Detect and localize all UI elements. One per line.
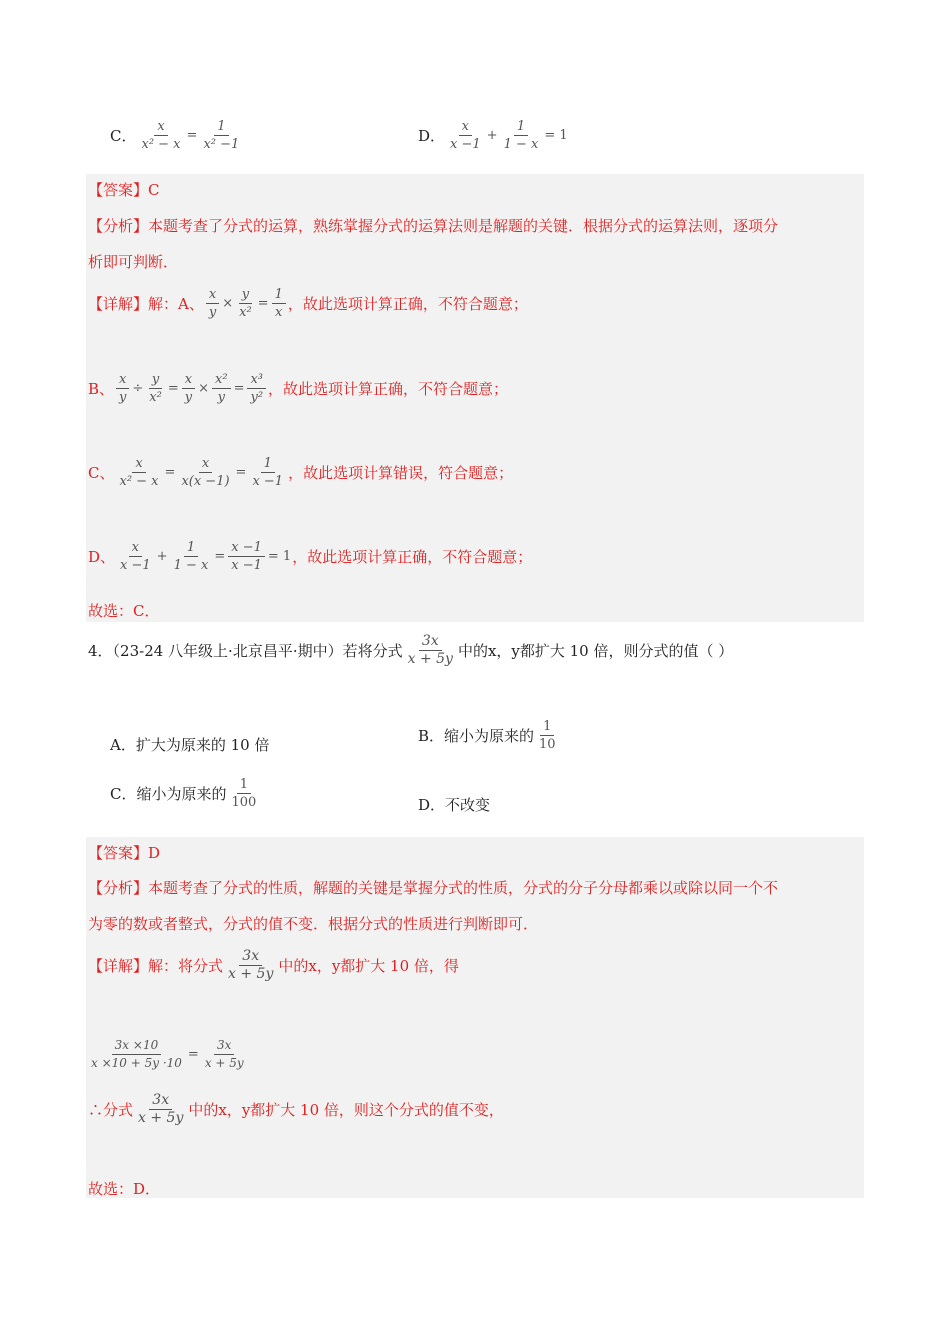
equals-one: = 1	[544, 128, 568, 143]
q3-conclusion: 故选：C．	[88, 602, 160, 620]
q4-option-b	[418, 718, 561, 753]
detail-tail: ，故此选项计算正确，不符合题意；	[268, 380, 509, 398]
detail-tail: ，故此选项计算正确，不符合题意；	[287, 295, 528, 313]
q4-detail-suffix: 中的x，y都扩大 10 倍，得	[278, 957, 459, 975]
q4-therefore	[88, 1092, 504, 1127]
fraction: $\frac{x -1}{x -1}$	[228, 539, 265, 574]
fraction: $\frac{y}{\text{x²}}$	[239, 287, 252, 320]
option-b-text: B．缩小为原来的	[418, 727, 535, 745]
fraction: $\frac{1}{x}$	[272, 286, 286, 321]
fraction: 1 100	[231, 777, 257, 810]
q4-stem-suffix: 中的x，y都扩大 10 倍，则分式的值（ ）	[457, 642, 734, 660]
q3-answer: 【答案】C	[88, 181, 160, 199]
q4-detail-prefix: 【详解】解：将分式	[88, 957, 224, 975]
q4-answer: 【答案】D	[88, 844, 161, 862]
q3-detail-d	[88, 539, 532, 574]
fraction: $\frac{x}{\text{x² − x}}$	[119, 456, 159, 489]
q3-detail-a	[88, 286, 528, 321]
q4-therefore-suffix: 中的x，y都扩大 10 倍，则这个分式的值不变，	[188, 1101, 504, 1119]
option-label: C．	[110, 127, 137, 145]
detail-label: B、	[88, 380, 115, 398]
fraction: x x −1	[120, 540, 151, 573]
detail-label: C、	[88, 464, 115, 482]
fraction: $\frac{1}{1 - x}$	[173, 540, 209, 573]
times-sign: ×	[198, 381, 210, 396]
q4-stem	[88, 633, 733, 668]
detail-tail: ，故此选项计算错误，符合题意；	[288, 464, 514, 482]
q4-option-c	[110, 776, 261, 811]
equals-sign: =	[186, 128, 198, 143]
q4-detail	[88, 948, 459, 983]
fraction: $\frac{1}{x -1}$	[252, 456, 284, 489]
detail-tail: ，故此选项计算正确，不符合题意；	[292, 548, 533, 566]
equals-sign: =	[257, 296, 269, 311]
equals-sign: =	[214, 549, 226, 564]
q4-scaled-equation	[86, 1037, 249, 1072]
q4-analysis-line1: 【分析】本题考查了分式的性质，解题的关键是掌握分式的性质，分式的分子分母都乘以或除以同一个不	[88, 879, 779, 897]
q3-option-d	[418, 118, 569, 153]
option-c-text: C．缩小为原来的	[110, 785, 227, 803]
equals-sign: =	[187, 1047, 199, 1062]
fraction: x x −1	[450, 119, 481, 152]
divide-sign: ÷	[132, 381, 144, 396]
q3-analysis-line1: 【分析】本题考查了分式的运算，熟练掌握分式的运算法则是解题的关键．根据分式的运算法则，逐项分	[88, 217, 779, 235]
fraction: 3x x + 5y	[228, 948, 274, 982]
q3-detail-b	[88, 371, 508, 406]
fraction: $\frac{1}{1 - x}$	[503, 119, 539, 152]
fraction: $\frac{x}{x(x -1)}$	[181, 456, 230, 489]
fraction: 1 10	[539, 719, 556, 752]
fraction: $\frac{x}{y}$	[206, 286, 219, 321]
q3-option-c	[110, 118, 244, 153]
equals-sign: =	[233, 381, 245, 396]
q3-analysis-line2: 析即可判断．	[88, 253, 179, 271]
fraction: $\frac{x}{y}$	[182, 371, 195, 406]
plus-sign: +	[156, 549, 168, 564]
fraction: $\frac{x}{\text{x² − x}}$	[141, 119, 181, 152]
q4-therefore-prefix: ∴分式	[88, 1101, 134, 1119]
times-sign: ×	[222, 296, 234, 311]
option-label: D．	[418, 127, 446, 145]
fraction: $\frac{\text{x²}}{y}$	[212, 371, 231, 406]
q4-stem-prefix: 4．（23-24 八年级上·北京昌平·期中）若将分式	[88, 642, 403, 660]
fraction: $\frac{y}{\text{x²}}$	[149, 372, 162, 405]
q4-analysis-line2: 为零的数或者整式，分式的值不变．根据分式的性质进行判断即可．	[88, 915, 539, 933]
equals-sign: =	[235, 465, 247, 480]
fraction: $\frac{3x}{x + 5y}$	[204, 1038, 244, 1070]
fraction: $\frac{3x \times 10}{x \times 10 + 5y \cdot 10}$	[91, 1038, 182, 1070]
fraction: 3x x + 5y	[407, 633, 453, 667]
fraction: $\frac{\text{x³}}{\text{y²}}$	[247, 371, 266, 406]
q4-option-a: A．扩大为原来的 10 倍	[110, 736, 270, 754]
q4-option-d: D．不改变	[418, 796, 491, 814]
fraction: 3x x + 5y	[138, 1092, 184, 1126]
q4-conclusion: 故选：D．	[88, 1180, 161, 1198]
fraction: $\frac{x}{y}$	[116, 371, 129, 406]
q3-detail-c	[88, 455, 513, 490]
detail-label: D、	[88, 548, 116, 566]
detail-prefix: 【详解】解：A、	[88, 295, 204, 313]
equals-sign: =	[164, 465, 176, 480]
equals-one: = 1	[267, 549, 292, 564]
fraction: $\frac{1}{\text{x² −1}}$	[203, 119, 240, 152]
plus-sign: +	[486, 128, 498, 143]
equals-sign: =	[167, 381, 179, 396]
